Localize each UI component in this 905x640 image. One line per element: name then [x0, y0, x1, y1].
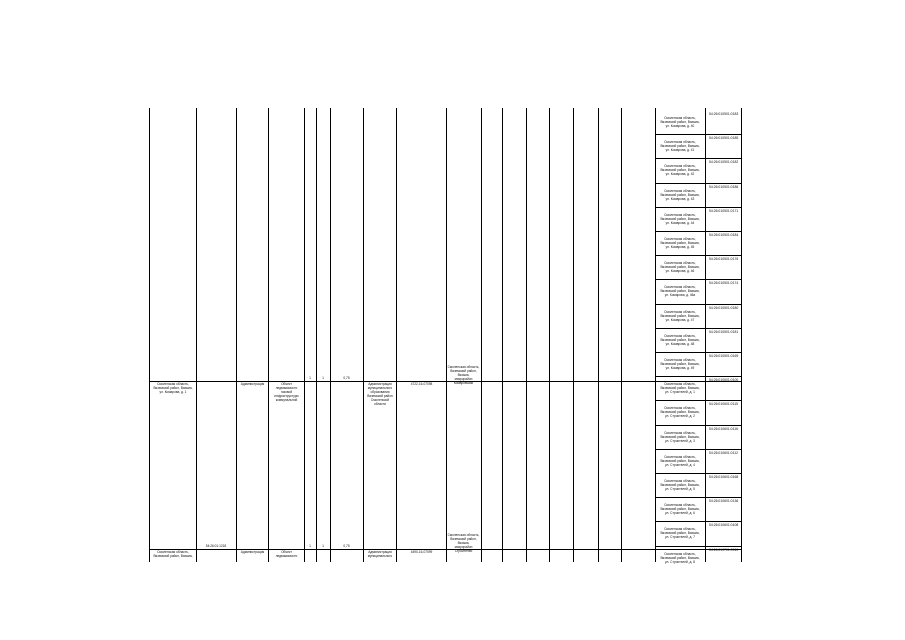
- object-type: Объект недвижимости газовой инфраструктуры коммунальной: [274, 382, 299, 402]
- cadastral-number: 54:26:010501:0174: [709, 281, 739, 286]
- address-cell: Смоленская область, Вяземский район, Вязьма, ул. Строителей, д. 2: [660, 406, 700, 419]
- address-cell: Смоленская область, Вяземский район, Вязьма, ул. Комарова, д. 47: [660, 309, 700, 322]
- address-cell: Смоленская область, Вяземский район, Вязьма, ул. Комарова, д. 41: [660, 140, 700, 153]
- column-divider: [598, 108, 599, 562]
- column-divider: [502, 108, 503, 562]
- entry-divider: [655, 400, 741, 401]
- address-cell: Смоленская область, Вяземский район, Вязьма, ул. Комарова, д. 48: [660, 333, 700, 346]
- address-cell: Смоленская область, Вяземский район, Вязьма, ул. Строителей, д. 8: [660, 551, 700, 564]
- entry-divider: [655, 521, 741, 522]
- column-divider: [396, 108, 397, 562]
- cadastral-number: 54:26:010501:0182: [709, 160, 739, 165]
- address-cell: Смоленская область, Вяземский район, Вязьма, ул. Строителей, д. 3: [660, 430, 700, 443]
- owner-cell: Администрация: [240, 382, 265, 386]
- address-cell: Смоленская область, Вяземский район, Вязьма, ул. Строителей, д. 1: [660, 382, 700, 395]
- address-cell: Смоленская область, Вяземский район, Вязьма, ул. Комарова, д. 44: [660, 212, 700, 225]
- column-divider: [268, 108, 269, 562]
- column-divider: [149, 108, 150, 562]
- cadastral-number: 54:26:010501:0184: [709, 233, 739, 237]
- object-name: Смоленская область, Вяземский район, Вязьма,: [153, 550, 193, 558]
- registry-code: 4490-16-07099: [410, 550, 433, 554]
- entry-divider: [655, 279, 741, 280]
- column-divider: [481, 108, 482, 562]
- group-address: Смоленская область, Вяземский район, Вязьма, микрорайон Строителей: [447, 533, 480, 553]
- entry-divider: [655, 352, 741, 353]
- column-divider: [705, 108, 706, 562]
- address-cell: Смоленская область, Вяземский район, Вязьма, ул. Строителей, д. 7: [660, 527, 700, 540]
- cadastral-number: 54:26:010501:0169: [709, 354, 739, 358]
- cadastral-number: 54:26:010501:0171: [709, 208, 739, 213]
- cadastral-number: 54:26:010601:0136: [709, 499, 739, 504]
- column-divider: [316, 108, 317, 562]
- address-cell: Смоленская область, Вяземский район, Вязьма, ул. Комарова, д. 45: [660, 237, 700, 249]
- organization-cell: Администрация муниципального образования Вяземский район Смоленской области: [367, 382, 393, 406]
- cadastral-number: 54:26:010501:0181: [709, 329, 739, 334]
- entry-divider: [655, 207, 741, 208]
- address-cell: Смоленская область, Вяземский район, Вязьма, ул. Комарова, д. 43: [660, 188, 700, 201]
- address-cell: Смоленская область, Вяземский район, Вязьма, ул. Строителей, д. 5: [660, 479, 700, 491]
- column-divider: [573, 108, 574, 562]
- column-divider: [621, 108, 622, 562]
- cadastral-number: 54:26:010501:0180: [709, 305, 739, 310]
- entry-divider: [655, 497, 741, 498]
- address-cell: Смоленская область, Вяземский район, Вязьма, ул. Строителей, д. 6: [660, 503, 700, 516]
- count-cell: 1: [309, 544, 311, 548]
- entry-divider: [655, 183, 741, 184]
- address-cell: Смоленская область, Вяземский район, Вязьма, ул. Комарова, д. 46: [660, 261, 700, 274]
- cadastral-number: 54:26:010501:0185: [709, 136, 739, 141]
- cadastral-number: 54:26:010601:0168: [709, 475, 739, 479]
- entry-divider: [655, 231, 741, 232]
- column-divider: [330, 108, 331, 562]
- registry-code: 4722-16-07098: [410, 382, 433, 386]
- count-cell: 1: [322, 544, 324, 548]
- cadastral-number: 54:26:010601:0115: [709, 402, 738, 407]
- address-cell: Смоленская область, Вяземский район, Вязьма, ул. Строителей, д. 4: [660, 454, 700, 467]
- column-divider: [304, 108, 305, 562]
- cadastral-number: 54:26:010601:0108: [709, 523, 739, 528]
- column-divider: [741, 108, 742, 562]
- group-address: Смоленская область, Вяземский район, Вязьма, микрорайон Комаровский: [447, 365, 480, 385]
- column-divider: [363, 108, 364, 562]
- entry-divider: [655, 473, 741, 474]
- cadastral-number: 54:26:010601:0116: [709, 426, 738, 431]
- object-type: Объект недвижимости: [275, 550, 298, 558]
- entry-divider: [655, 255, 741, 256]
- entry-divider: [655, 425, 741, 426]
- count-cell: 1: [322, 376, 324, 380]
- entry-divider: [655, 134, 741, 135]
- entry-divider: [655, 328, 741, 329]
- count-cell: 1: [309, 376, 311, 380]
- entry-divider: [655, 449, 741, 450]
- column-divider: [236, 108, 237, 562]
- column-divider: [446, 108, 447, 562]
- cadastral-number: 54:26:010601:0100: [709, 378, 739, 383]
- value-cell: 0,75: [343, 544, 350, 548]
- address-cell: Смоленская область, Вяземский район, Вязьма, ул. Комарова, д. 46а: [660, 285, 700, 298]
- entry-divider: [655, 376, 741, 377]
- value-cell: 0,75: [343, 376, 350, 380]
- entry-divider: [655, 158, 741, 159]
- column-divider: [549, 108, 550, 562]
- entry-divider: [655, 546, 741, 547]
- organization-cell: Администрация муниципального: [367, 550, 393, 558]
- address-cell: Смоленская область, Вяземский район, Вязьма, ул. Комарова, д. 49: [660, 358, 700, 370]
- cadastral-number: 54:26:010501:0186: [709, 184, 739, 189]
- cadastral-number: 54:26:010601:0112: [709, 450, 738, 455]
- left-code: 54:26:01:1218: [205, 544, 227, 548]
- cadastral-number: 54:26:010701:0010: [709, 547, 739, 552]
- owner-cell: Администрация: [240, 550, 265, 554]
- cadastral-number: 54:26:010501:0183: [709, 112, 739, 116]
- object-name: Смоленская область, Вяземский район, Вязьма, ул. Комарова, д. 1: [153, 382, 193, 394]
- column-divider: [196, 108, 197, 562]
- entry-divider: [655, 304, 741, 305]
- cadastral-number: 54:26:010501:0176: [709, 257, 739, 262]
- address-cell: Смоленская область, Вяземский район, Вязьма, ул. Комарова, д. 40: [660, 116, 700, 128]
- address-cell: Смоленская область, Вяземский район, Вязьма, ул. Комарова, д. 42: [660, 164, 700, 177]
- column-divider: [526, 108, 527, 562]
